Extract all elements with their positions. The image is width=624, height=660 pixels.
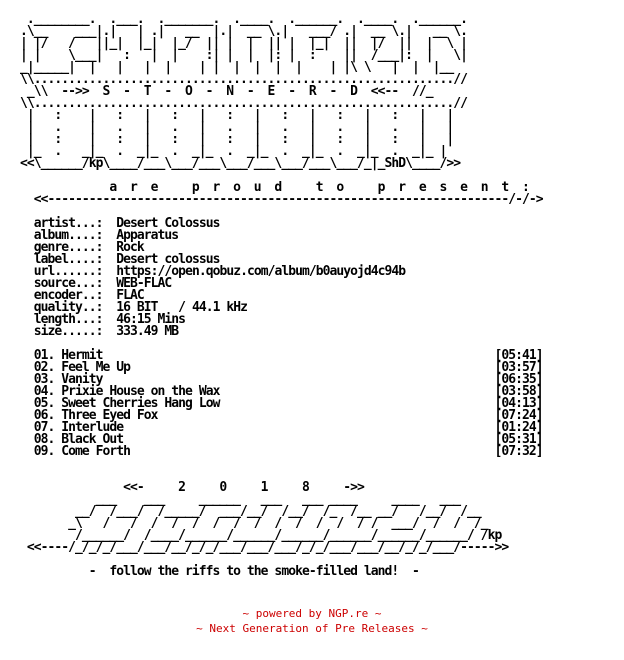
track-time: [05:41] bbox=[494, 348, 543, 363]
present-line: a r e p r o u d t o p r e s e n t : bbox=[20, 180, 529, 195]
info-label: quality..: bbox=[33, 300, 117, 315]
info-label: url......: bbox=[33, 264, 117, 279]
track-time: [03:57] bbox=[494, 360, 543, 375]
info-label: album....: bbox=[33, 228, 117, 243]
info-value: Rock bbox=[116, 240, 144, 255]
track-title: Come Forth bbox=[61, 444, 495, 459]
info-value: 46:15 Mins bbox=[116, 312, 186, 327]
footer-powered-by: ~ powered by NGP.re ~ bbox=[242, 607, 382, 620]
track-title: Sweet Cherries Hang Low bbox=[61, 396, 495, 411]
info-label: encoder..: bbox=[33, 288, 117, 303]
track-number: 02. bbox=[33, 360, 62, 375]
info-label: length...: bbox=[33, 312, 117, 327]
track-time: [01:24] bbox=[494, 420, 543, 435]
track-number: 05. bbox=[33, 396, 62, 411]
track-number: 08. bbox=[33, 432, 62, 447]
track-title: Three Eyed Fox bbox=[61, 408, 495, 423]
track-number: 04. bbox=[33, 384, 62, 399]
info-value: 333.49 MB bbox=[116, 324, 179, 339]
info-value: WEB-FLAC bbox=[116, 276, 172, 291]
banner-title: _\\ -->> S - T - O - N - E - R - D <<-- //_ bbox=[20, 84, 433, 99]
nfo-text bbox=[20, 14, 543, 578]
track-title: Feel Me Up bbox=[61, 360, 495, 375]
info-value: https://open.qobuz.com/album/b0auyojd4c94b bbox=[116, 264, 406, 279]
track-title: Black Out bbox=[61, 432, 495, 447]
separator-line: <<-------------------------------------------------------------------/-/-> bbox=[20, 192, 543, 207]
info-value: Apparatus bbox=[116, 228, 179, 243]
info-label: source...: bbox=[33, 276, 117, 291]
track-time: [04:13] bbox=[494, 396, 543, 411]
track-time: [03:58] bbox=[494, 384, 543, 399]
logo-art: ___ ___ ______ ___ ___ ____ ____ ___ __/ /___/ /_____/ ___/__/ /__/ /_ /__ __/ /__/ /__ _\ / / / / / / / / / / / / / / ___/ / / /_ /______/ /____/______/______/______/______/______/______/ /kp <<----/_/_/_/___/___/__/_/_/___/___/___/_/_/___/___/__/_/_/___/----->> bbox=[26, 492, 509, 555]
track-time: [06:35] bbox=[494, 372, 543, 387]
track-title: Hermit bbox=[61, 348, 495, 363]
info-label: genre....: bbox=[33, 240, 117, 255]
track-number: 01. bbox=[33, 348, 62, 363]
info-value: 16 BIT / 44.1 kHz bbox=[116, 300, 247, 315]
track-title: Vanity bbox=[61, 372, 495, 387]
info-value: Desert colossus bbox=[116, 252, 220, 267]
footer-tagline: ~ Next Generation of Pre Releases ~ bbox=[196, 622, 428, 635]
info-label: artist...: bbox=[33, 216, 117, 231]
info-label: label....: bbox=[33, 252, 117, 267]
track-time: [05:31] bbox=[494, 432, 543, 447]
track-time: [07:32] bbox=[494, 444, 543, 459]
info-value: Desert Colossus bbox=[116, 216, 220, 231]
track-title: Prixie House on the Wax bbox=[61, 384, 495, 399]
track-number: 06. bbox=[33, 408, 62, 423]
track-number: 03. bbox=[33, 372, 62, 387]
track-title: Interlude bbox=[61, 420, 495, 435]
info-value: FLAC bbox=[116, 288, 144, 303]
year-line: <<- 2 0 1 8 ->> bbox=[20, 480, 364, 495]
banner-bottom: \\.............................................................// | : | : | : | : | : | : | : | | | . | . | . | . | . | . | . | | | : | : | : | : | : | : | : | | |_ . _|_ . _|_ . _|_ . _|_ . _|_ . _|_ . _|_ | <<\______/kp\____/___\___/___\___/___\___/___\___/_|_ShD\____/>> bbox=[20, 96, 467, 171]
banner-top: .________. .___. ._______. .____. .______. .____. .______. .\__ ___|.| | .| __ |.| __ \.| ___/ .| __ \.| __ \. | |/ / ||_| |_| |_/ || | | || | |_| || |/ || | \ | | | \___| : | | :| | | |: | : || /___|: | \| _|_____| | | | | | | | | | | | |\ \ | | |__ \\.............................................................// bbox=[20, 12, 467, 87]
track-number: 07. bbox=[33, 420, 62, 435]
slogan: - follow the riffs to the smoke-filled land! - bbox=[20, 564, 419, 579]
track-number: 09. bbox=[33, 444, 62, 459]
track-time: [07:24] bbox=[494, 408, 543, 423]
info-label: size.....: bbox=[33, 324, 117, 339]
